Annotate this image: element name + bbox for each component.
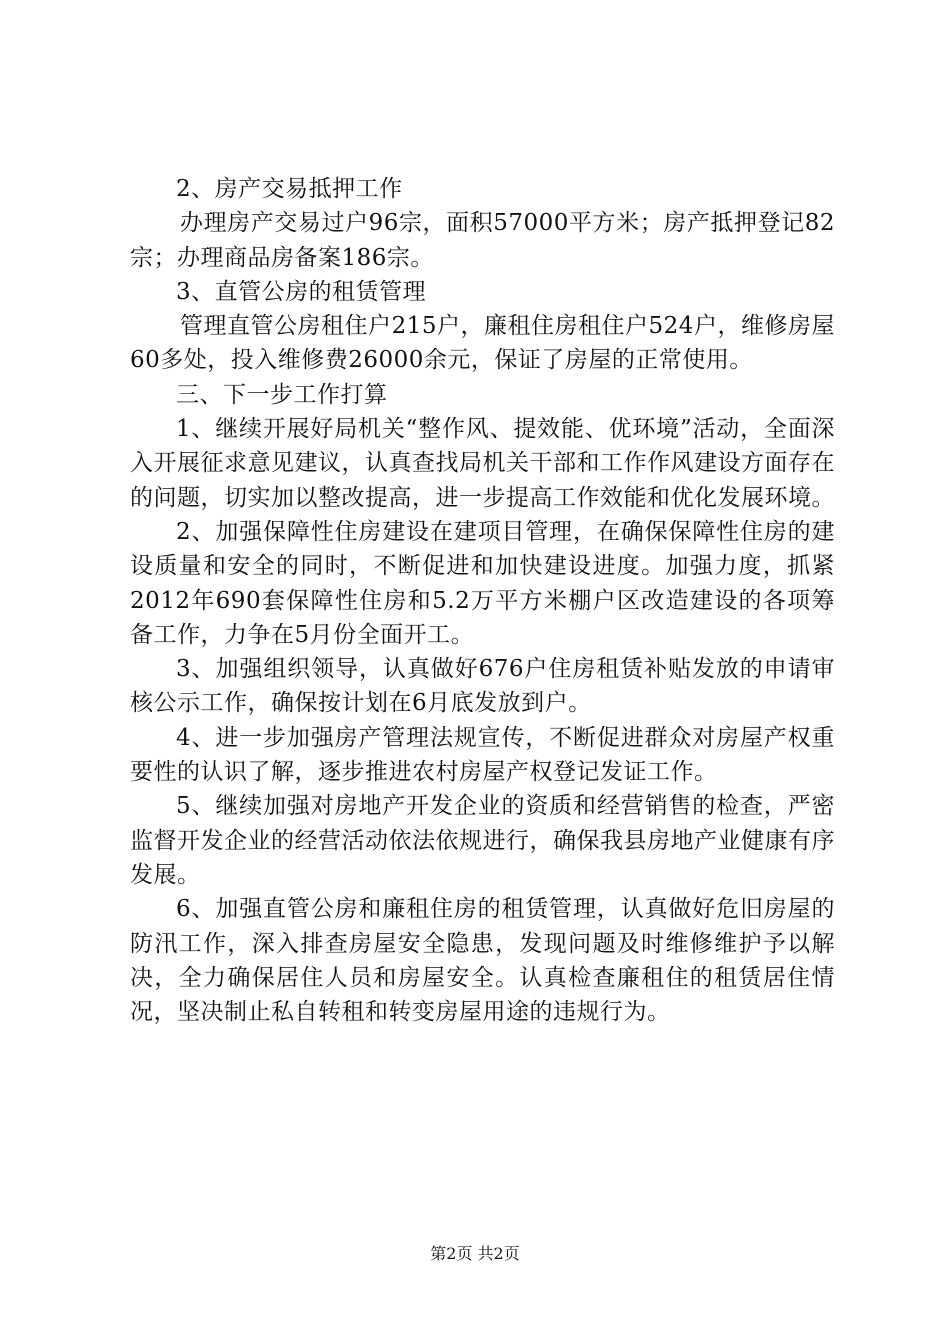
paragraph-next-step-1: 1、继续开展好局机关“整作风、提效能、优环境”活动，全面深入开展征求意见建议，认真查找局机关干部和工作作风建设方面存在的问题，切实加以整改提高，进一步提高工作效能和优化发展环境。: [130, 416, 835, 511]
section-heading-property-transaction: 2、房产交易抵押工作: [176, 176, 403, 202]
paragraph-public-housing-lease: 管理直管公房租住户215户，廉租住房租住户524户，维修房屋60多处，投入维修费26000余元，保证了房屋的正常使用。: [130, 313, 835, 374]
document-body: [130, 172, 835, 1029]
paragraph-next-step-5: 5、继续加强对房地产开发企业的资质和经营销售的检查，严密监督开发企业的经营活动依法依规进行，确保我县房地产业健康有序发展。: [130, 793, 835, 888]
paragraph-next-step-6: 6、加强直管公房和廉租住房的租赁管理，认真做好危旧房屋的防汛工作，深入排查房屋安全隐患，发现问题及时维修维护予以解决，全力确保居住人员和房屋安全。认真检查廉租住的租赁居住情况，坚决制止私自转租和转变房屋用途的违规行为。: [130, 896, 835, 1026]
section-heading-public-housing-lease: 3、直管公房的租赁管理: [176, 278, 427, 305]
paragraph-property-transaction: 办理房产交易过户96宗，面积57000平方米；房产抵押登记82宗；办理商品房备案186宗。: [130, 210, 835, 271]
section-heading-next-steps: 三、下一步工作打算: [176, 381, 388, 408]
paragraph-next-step-3: 3、加强组织领导，认真做好676户住房租赁补贴发放的申请审核公示工作，确保按计划在6月底发放到户。: [130, 656, 835, 717]
page-footer: 第2页 共2页: [430, 1244, 520, 1263]
paragraph-next-step-2: 2、加强保障性住房建设在建项目管理，在确保保障性住房的建设质量和安全的同时，不断促进和加快建设进度。加强力度，抓紧2012年690套保障性住房和5.2万平方米棚户区改造建设的各项筹备工作，力争在5月份全面开工。: [130, 518, 835, 648]
paragraph-next-step-4: 4、进一步加强房产管理法规宣传，不断促进群众对房屋产权重要性的认识了解，逐步推进农村房屋产权登记发证工作。: [130, 724, 835, 786]
